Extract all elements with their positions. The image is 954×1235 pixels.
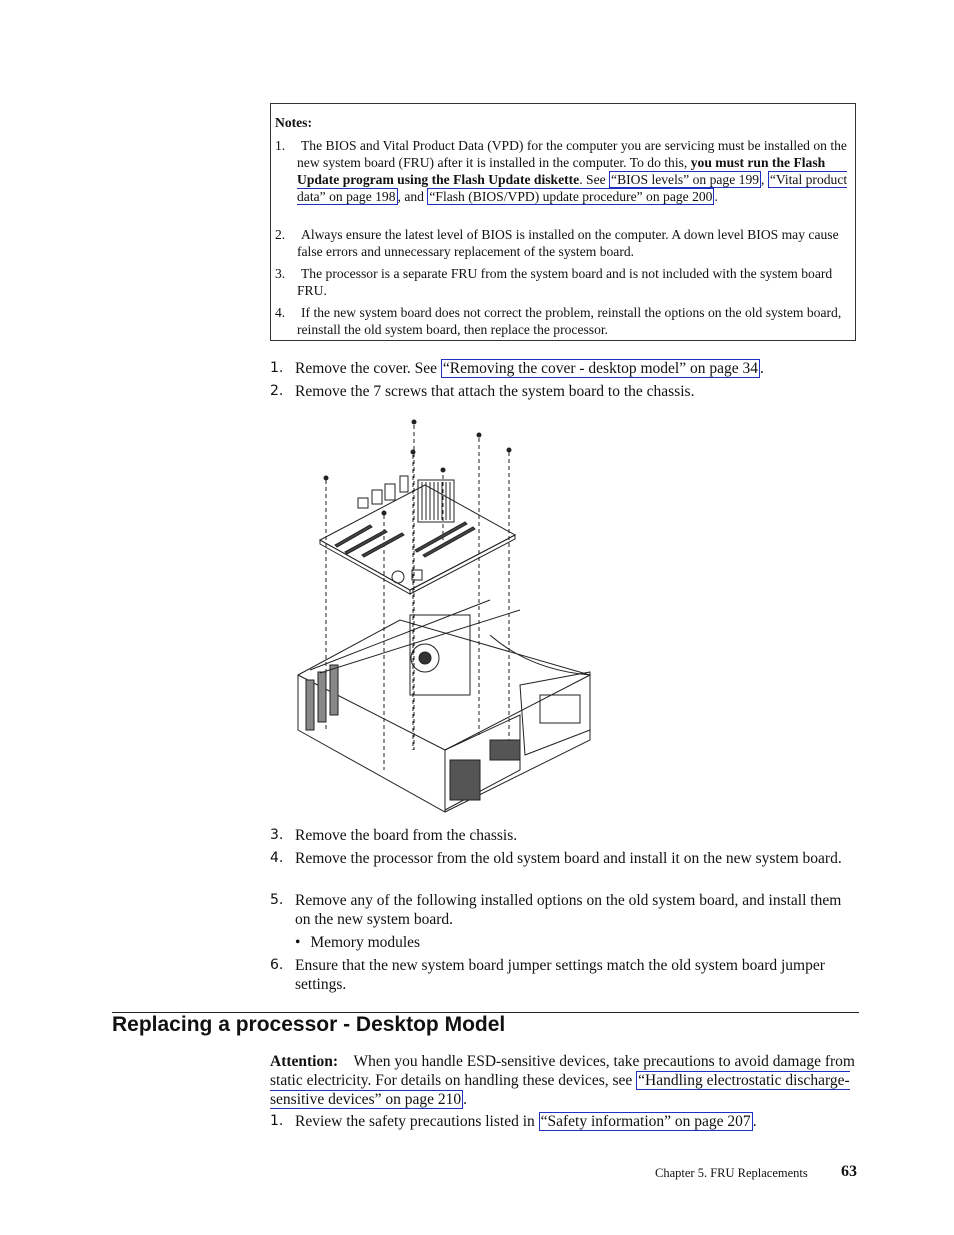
note-text: , and [397, 189, 428, 204]
step-text: Remove the cover. See [295, 360, 441, 377]
bullet-text: Memory modules [310, 934, 421, 951]
note-text: . See [579, 172, 610, 187]
step-4 [270, 849, 860, 868]
note-text: The processor is a separate FRU from the system board and is not included with the system board FRU. [297, 266, 833, 298]
note-text: . [714, 189, 718, 204]
attention-text: When you handle ESD-sensitive devices, take precautions to avoid damage from static electricity. For details on handling these devices, see [270, 1053, 855, 1089]
note-number: 1. [275, 138, 286, 153]
system-board [320, 476, 515, 594]
step-text: . [760, 360, 764, 377]
step-text: Ensure that the new system board jumper settings match the old system board jumper settings. [295, 957, 825, 993]
step-number: 4. [270, 850, 284, 866]
page-number: 63 [841, 1163, 857, 1180]
footer-chapter: Chapter 5. FRU Replacements [655, 1166, 808, 1180]
step-3 [270, 826, 860, 845]
note-item-3 [275, 265, 851, 299]
attention-label: Attention: [270, 1053, 339, 1070]
screw-guide-lines [326, 425, 509, 770]
step-number: 1. [270, 360, 284, 376]
link-vital-product-data[interactable]: “Vital product data” on page 198 [297, 172, 848, 204]
link-flash-update-procedure[interactable]: “Flash (BIOS/VPD) update procedure” on page 200 [429, 189, 713, 204]
note-text: , [761, 172, 768, 187]
attention-text: . [463, 1091, 467, 1108]
step-text: Remove the board from the chassis. [295, 827, 518, 844]
step-5 [270, 891, 860, 929]
system-board-removal-illustration [290, 410, 600, 820]
step-1 [270, 359, 860, 378]
step-text: Remove the 7 screws that attach the system board to the chassis. [295, 383, 695, 400]
step-number: 3. [270, 827, 284, 843]
step-number: 5. [270, 892, 284, 908]
step-number: 6. [270, 957, 284, 973]
attention-paragraph [270, 1052, 860, 1109]
step-text: Remove any of the following installed options on the old system board, and install them on the new system board. [295, 892, 842, 928]
bullet-item-memory-modules [295, 933, 420, 952]
step-2 [270, 382, 860, 401]
note-text: Always ensure the latest level of BIOS is installed on the computer. A down level BIOS may cause false errors and unnecessary replacement of the system board. [297, 227, 839, 259]
note-number: 3. [275, 266, 286, 281]
step-number: 2. [270, 383, 284, 399]
notes-box [270, 103, 856, 341]
note-number: 2. [275, 227, 286, 242]
note-item-1 [275, 137, 851, 205]
step-6 [270, 956, 860, 994]
note-text: The BIOS and Vital Product Data (VPD) for the computer you are servicing must be installed on the new system board (FRU) after it is installed in the computer. To do this, [297, 138, 847, 170]
step-text: Review the safety precautions listed in [295, 1113, 539, 1130]
step-text: Remove the processor from the old system board and install it on the new system board. [295, 850, 842, 867]
note-bold-text: you must run the Flash Update program using the Flash Update diskette [297, 155, 826, 187]
link-bios-levels[interactable]: “BIOS levels” on page 199 [611, 172, 760, 187]
section-heading: Replacing a processor - Desktop Model [112, 1013, 506, 1036]
step-text: . [752, 1113, 757, 1130]
link-safety-information[interactable]: “Safety information” on page 207 [540, 1113, 751, 1130]
note-item-4 [275, 304, 851, 338]
section-step-1 [270, 1112, 860, 1131]
note-number: 4. [275, 305, 286, 320]
link-removing-cover[interactable]: “Removing the cover - desktop model” on page 34 [442, 360, 759, 377]
note-text: If the new system board does not correct the problem, reinstall the options on the old system board, reinstall the old system board, then replace the processor. [297, 305, 842, 337]
notes-title: Notes: [275, 115, 312, 130]
bullet-mark: • [295, 934, 301, 951]
step-number: 1. [270, 1113, 284, 1129]
chassis [298, 600, 590, 812]
link-handling-esd-devices[interactable]: “Handling electrostatic discharge-sensitive devices” on page 210 [270, 1072, 850, 1108]
note-item-2 [275, 226, 851, 260]
